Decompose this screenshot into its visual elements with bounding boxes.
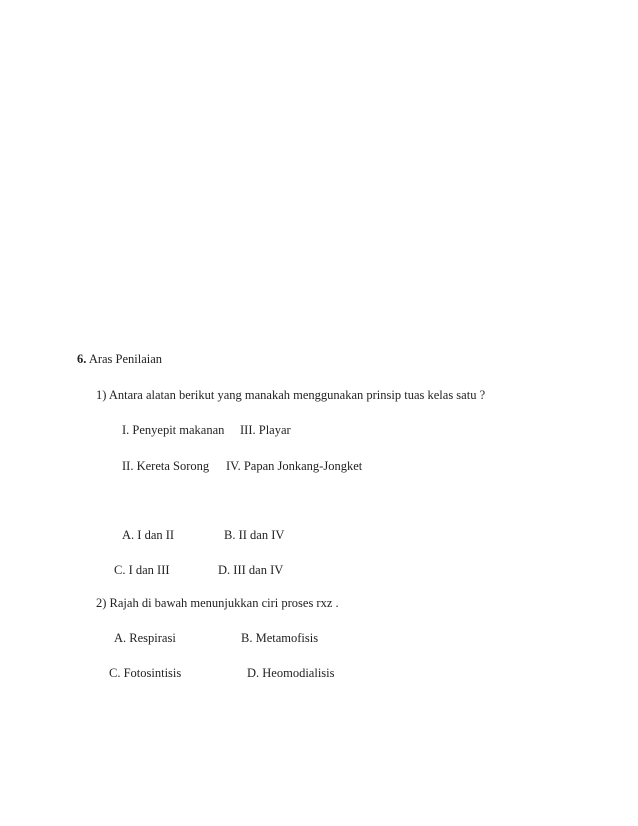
- section-title: Aras Penilaian: [88, 352, 163, 366]
- question-1-text: 1) Antara alatan berikut yang manakah menggunakan prinsip tuas kelas satu ?: [96, 388, 486, 402]
- q2-option-a: A. Respirasi: [114, 631, 176, 645]
- section-number: 6.: [77, 352, 87, 366]
- q1-item-i: I. Penyepit makanan: [122, 423, 225, 437]
- q2-option-c: C. Fotosintisis: [109, 666, 182, 680]
- q1-item-iv: IV. Papan Jonkang-Jongket: [226, 459, 363, 473]
- q1-option-a: A. I dan II: [122, 528, 175, 542]
- q2-option-d: D. Heomodialisis: [247, 666, 335, 680]
- q1-option-d: D. III dan IV: [218, 563, 284, 577]
- q2-option-b: B. Metamofisis: [241, 631, 319, 645]
- section-heading: [77, 351, 162, 367]
- q1-option-c: C. I dan III: [114, 563, 170, 577]
- q1-item-iii: III. Playar: [240, 423, 291, 437]
- q1-option-b: B. II dan IV: [224, 528, 285, 542]
- question-2-text: 2) Rajah di bawah menunjukkan ciri proses rxz .: [96, 596, 339, 610]
- q1-item-ii: II. Kereta Sorong: [122, 459, 210, 473]
